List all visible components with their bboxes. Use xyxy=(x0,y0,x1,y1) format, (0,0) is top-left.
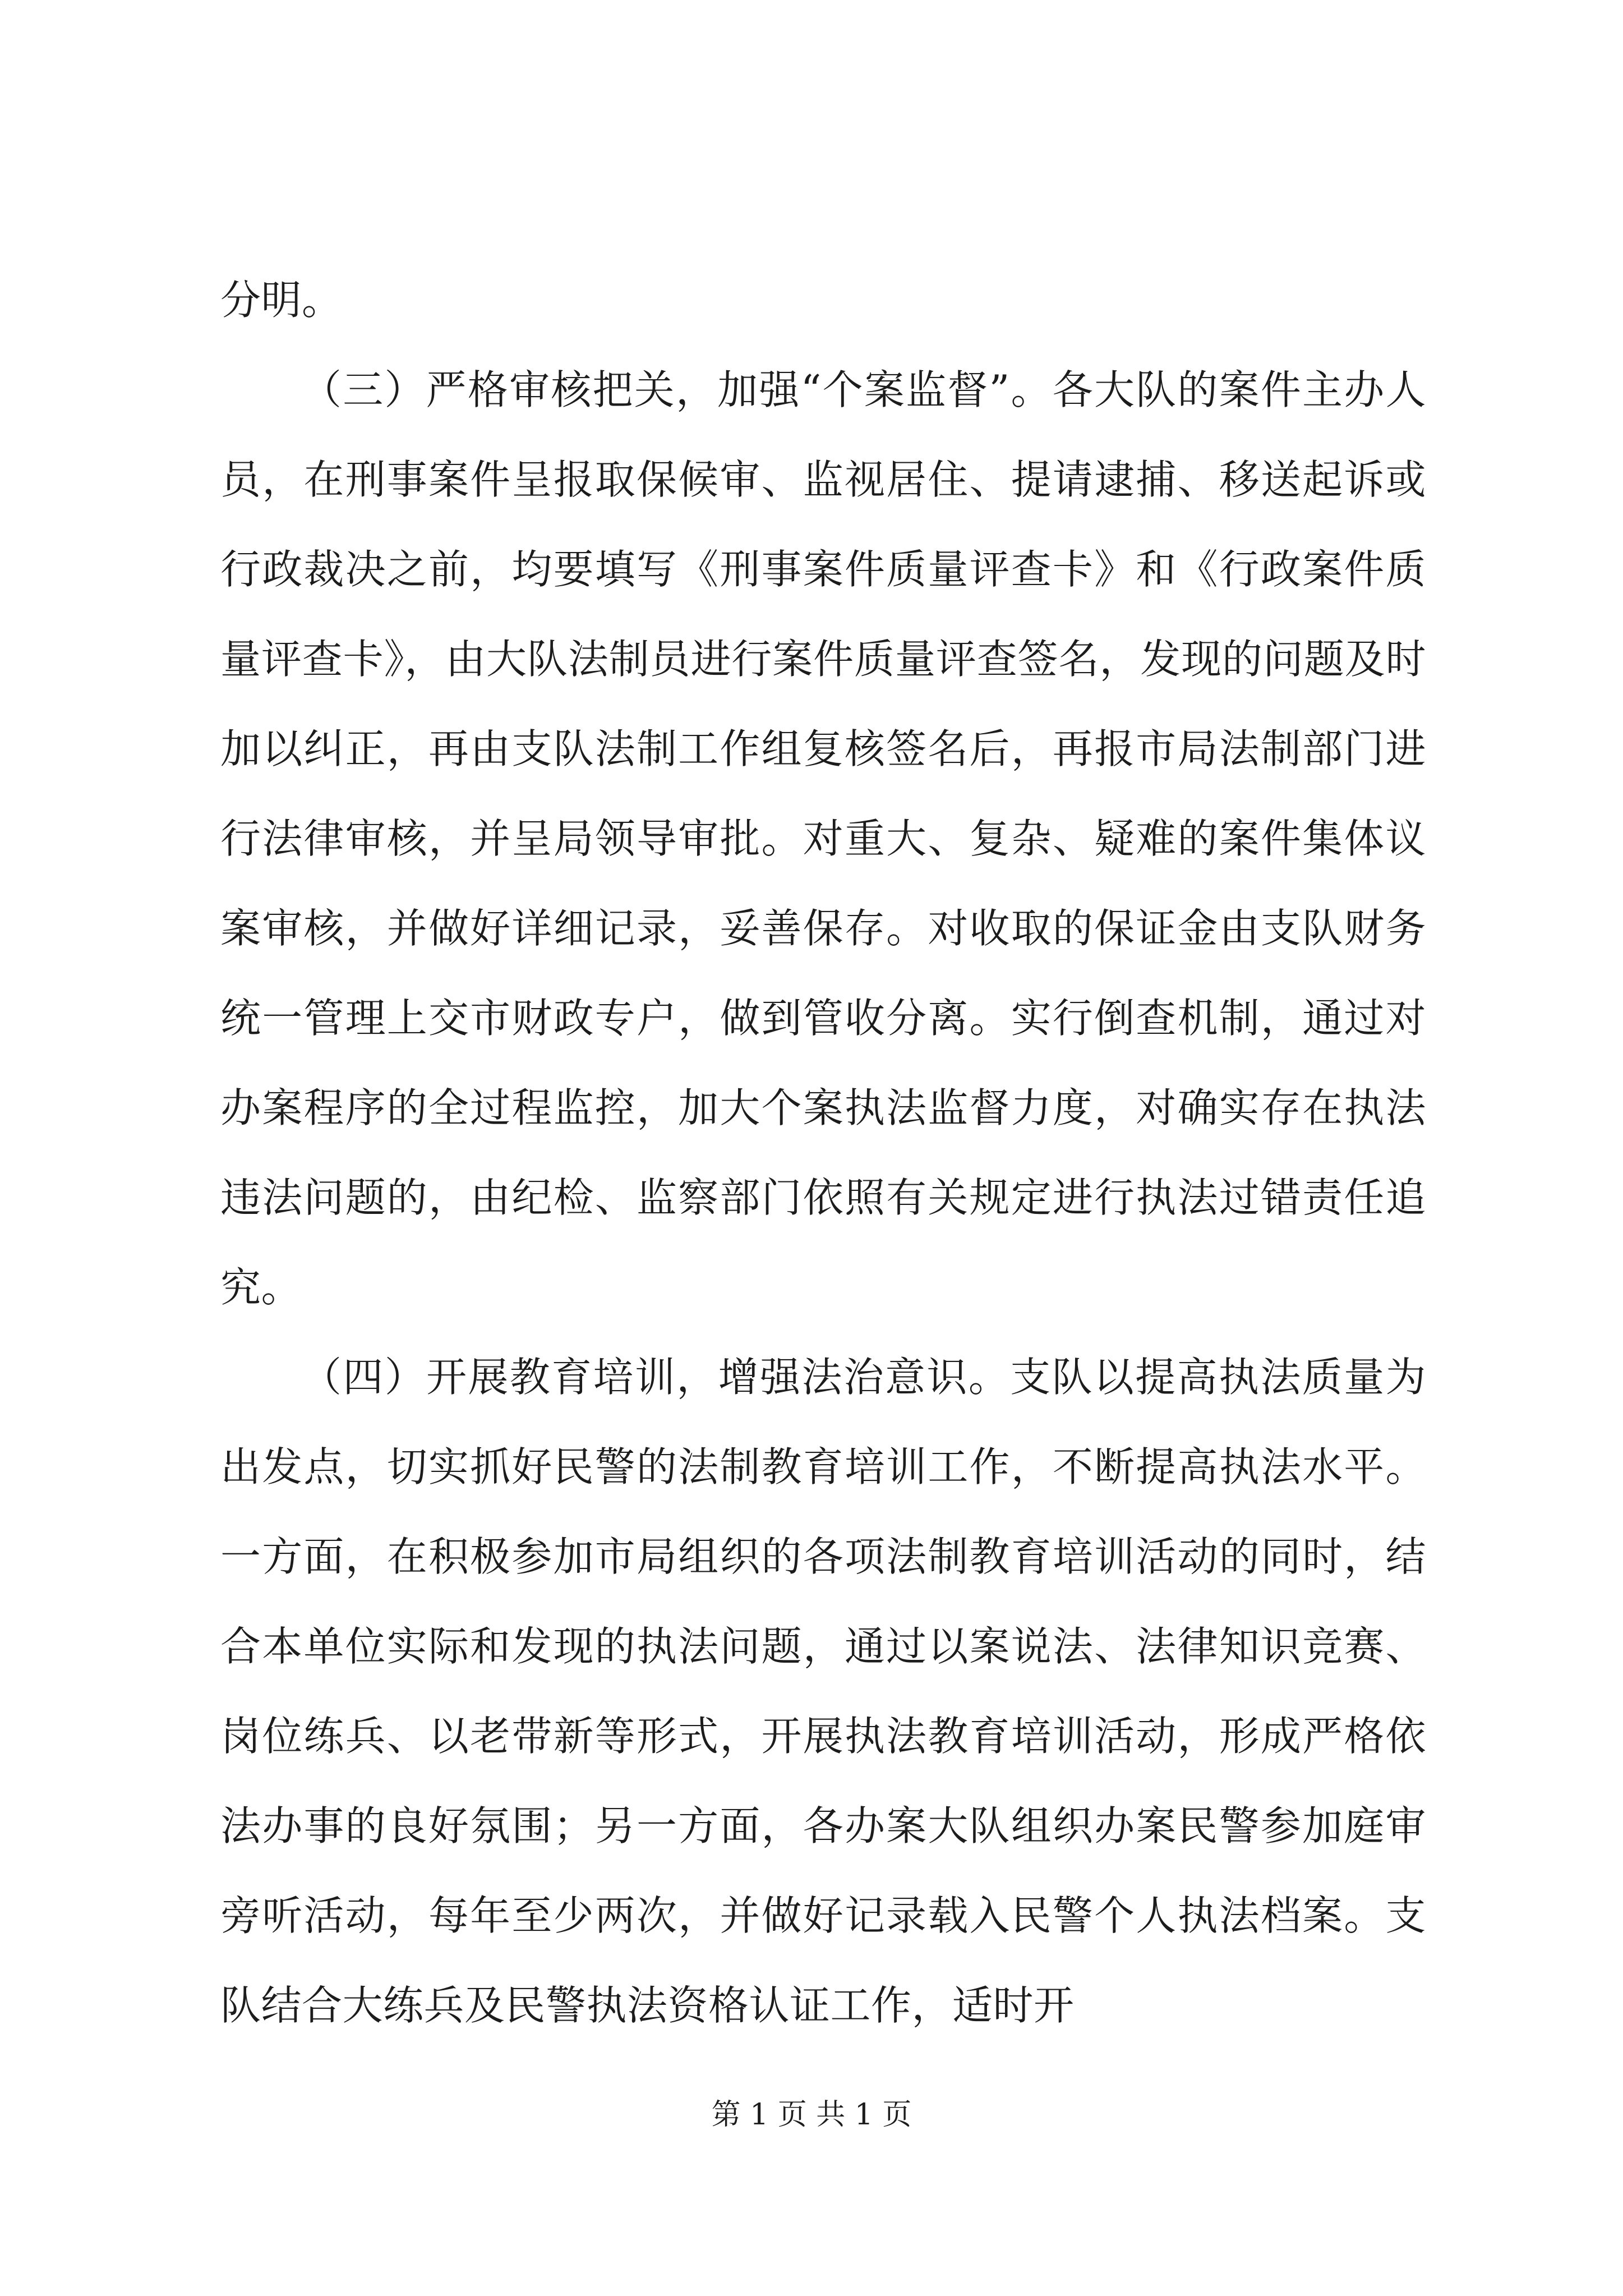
paragraph-section-three: （三）严格审核把关，加强“个案监督”。各大队的案件主办人员，在刑事案件呈报取保候审、监视居住、提请逮捕、移送起诉或行政裁决之前，均要填写《刑事案件质量评查卡》和《行政案件质量评查卡》，由大队法制员进行案件质量评查签名，发现的问题及时加以纠正，再由支队法制工作组复核签名后，再报市局法制部门进行法律审核，并呈局领导审批。对重大、复杂、疑难的案件集体议案审核，并做好详细记录，妥善保存。对收取的保证金由支队财务统一管理上交市财政专户，做到管收分离。实行倒查机制，通过对办案程序的全过程监控，加大个案执法监督力度，对确实存在执法违法问题的，由纪检、监察部门依照有关规定进行执法过错责任追究。 xyxy=(220,366,1426,1311)
document-body xyxy=(220,255,1426,2050)
paragraph-section-four: （四）开展教育培训，增强法治意识。支队以提高执法质量为出发点，切实抓好民警的法制教育培训工作，不断提高执法水平。一方面，在积极参加市局组织的各项法制教育培训活动的同时，结合本单位实际和发现的执法问题，通过以案说法、法律知识竞赛、岗位练兵、以老带新等形式，开展执法教育培训活动，形成严格依法办事的良好氛围；另一方面，各办案大队组织办案民警参加庭审旁听活动，每年至少两次，并做好记录载入民警个人执法档案。支队结合大练兵及民警执法资格认证工作，适时开 xyxy=(220,1354,1426,2029)
page-number-label: 第 1 页 共 1 页 xyxy=(711,2098,912,2132)
paragraph-continuation: 分明。 xyxy=(220,277,343,324)
page-footer xyxy=(0,2095,1623,2134)
